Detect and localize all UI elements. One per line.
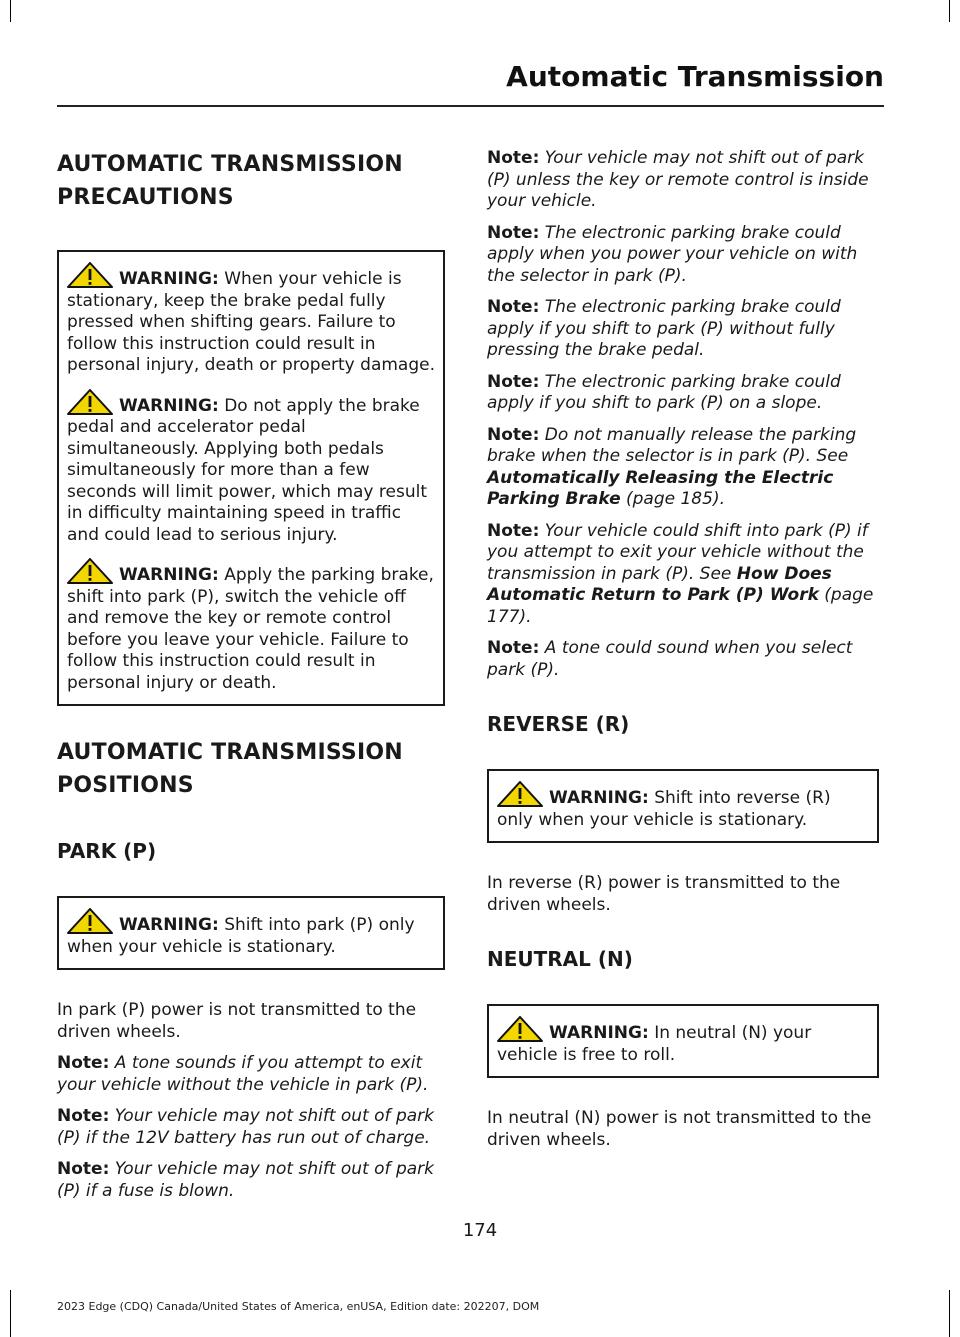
warning-label: WARNING: (549, 788, 649, 808)
note: Note: A tone could sound when you select park (P). (487, 638, 853, 680)
warning-text: Do not apply the brake pedal and accelerator pedal simultaneously. Applying both pedals simultaneously for more than a few seconds will limit power, which may result in difficulty maintaining speed in traffic and could lead to serious injury. (67, 395, 427, 545)
warning-triangle-icon (497, 1016, 543, 1042)
page-number: 174 (462, 1220, 498, 1241)
warning-paragraph (67, 908, 435, 958)
precautions-heading: AUTOMATIC TRANSMISSION PRECAUTIONS (57, 152, 403, 210)
warning-triangle-icon (67, 558, 113, 584)
park-body-text: In park (P) power is not transmitted to the driven wheels. (57, 1000, 417, 1042)
edition-footer: 2023 Edge (CDQ) Canada/United States of America, enUSA, Edition date: 202207, DOM (57, 1300, 540, 1313)
neutral-heading: NEUTRAL (N) (487, 947, 633, 971)
warning-label: WARNING: (119, 269, 219, 289)
right-column (487, 148, 879, 1161)
warning-text: In neutral (N) your vehicle is free to roll. (497, 1023, 812, 1065)
cross-reference-link[interactable]: How Does Automatic Return to Park (P) Work (487, 563, 832, 605)
note: Note: Your vehicle may not shift out of park (P) if the 12V battery has run out of charge. (57, 1106, 434, 1148)
park-warning-box (57, 896, 445, 970)
warning-text: Shift into reverse (R) only when your vehicle is stationary. (497, 788, 831, 830)
park-heading: PARK (P) (57, 839, 157, 863)
warning-text: Shift into park (P) only when your vehicle is stationary. (67, 915, 415, 957)
warning-label: WARNING: (549, 1023, 649, 1043)
precautions-warning-box (57, 250, 445, 706)
crop-mark (949, 1290, 950, 1337)
cross-reference-link[interactable]: Automatically Releasing the Electric Parking Brake (487, 467, 834, 509)
positions-heading: AUTOMATIC TRANSMISSION POSITIONS (57, 740, 403, 798)
crop-mark (10, 1290, 11, 1337)
warning-text: When your vehicle is stationary, keep the brake pedal fully pressed when shifting gears. Failure to follow this instruction could result in personal injury, death or property damage. (67, 269, 435, 375)
note: Note: Do not manually release the parking brake when the selector is in park (P). See Automatically Releasing the Electric Parking Brake (page 185). (487, 424, 857, 509)
note: Note: The electronic parking brake could apply if you shift to park (P) on a slope. (487, 371, 841, 413)
crop-mark (949, 0, 950, 22)
warning-paragraph (67, 262, 435, 377)
warning-label: WARNING: (119, 395, 219, 416)
left-column (57, 148, 445, 1212)
neutral-warning-box (487, 1004, 879, 1078)
note: Note: Your vehicle may not shift out of park (P) unless the key or remote control is inside your vehicle. (487, 148, 869, 211)
reverse-warning-box (487, 769, 879, 843)
note: Note: A tone sounds if you attempt to exit your vehicle without the vehicle in park (P). (57, 1053, 429, 1095)
note: Note: Your vehicle could shift into park (P) if you attempt to exit your vehicle without the transmission in park (P). See How Does Automatic Return to Park (P) Work (page 177). (487, 520, 874, 627)
warning-paragraph (67, 389, 435, 547)
note: Note: The electronic parking brake could apply if you shift to park (P) without fully pressing the brake pedal. (487, 297, 841, 360)
note: Note: The electronic parking brake could apply when you power your vehicle on with the selector in park (P). (487, 222, 858, 286)
warning-paragraph (497, 781, 869, 831)
reverse-body-text: In reverse (R) power is transmitted to the driven wheels. (487, 873, 841, 915)
warning-label: WARNING: (119, 565, 219, 585)
page-header-title: Automatic Transmission (506, 60, 884, 93)
crop-mark (10, 0, 11, 22)
warning-triangle-icon (497, 781, 543, 807)
warning-label: WARNING: (119, 915, 219, 935)
reverse-heading: REVERSE (R) (487, 712, 630, 736)
warning-paragraph (497, 1016, 869, 1066)
neutral-body-text: In neutral (N) power is not transmitted to the driven wheels. (487, 1108, 872, 1150)
note: Note: Your vehicle may not shift out of park (P) if a fuse is blown. (57, 1159, 434, 1201)
warning-triangle-icon (67, 262, 113, 288)
warning-text: Apply the parking brake, shift into park (P), switch the vehicle off and remove the key or remote control before you leave your vehicle. Failure to follow this instruction could result in personal injury or death. (67, 565, 434, 693)
warning-paragraph (67, 558, 435, 694)
warning-triangle-icon (67, 389, 113, 415)
header-rule (57, 105, 884, 107)
warning-triangle-icon (67, 908, 113, 934)
